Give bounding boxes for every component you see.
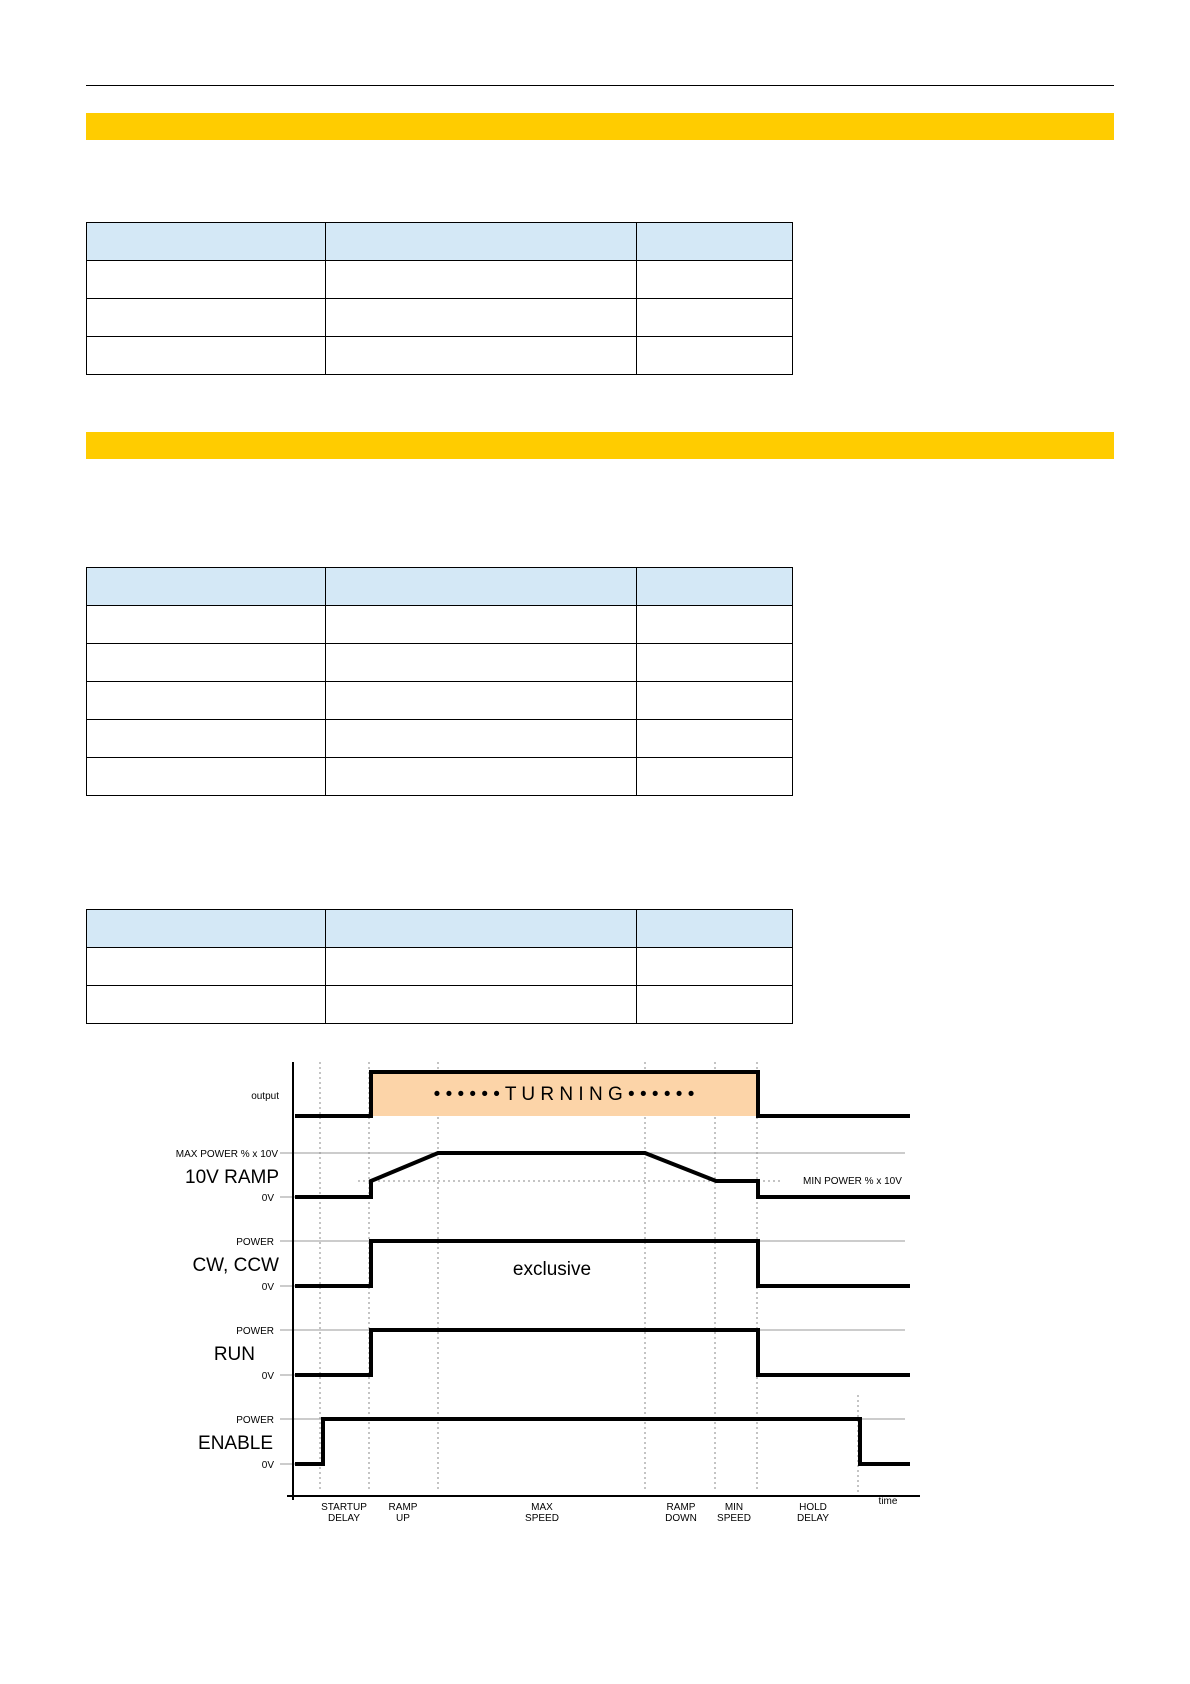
min-power-label: MIN POWER % x 10V: [803, 1176, 902, 1187]
phase-label: HOLD: [799, 1502, 827, 1513]
run-signal: [295, 1330, 910, 1375]
zero-label: 0V: [261, 1282, 274, 1293]
run-title: RUN: [213, 1344, 255, 1365]
exclusive-label: exclusive: [512, 1259, 592, 1280]
phase-label: RAMP: [388, 1502, 418, 1513]
phase-label: RAMP: [666, 1502, 696, 1513]
phase-guides: [320, 1062, 858, 1498]
phase-label: DELAY: [796, 1513, 830, 1524]
enable-signal: [295, 1419, 910, 1464]
cw-ccw-signal: [295, 1241, 910, 1286]
enable-title: ENABLE: [198, 1433, 273, 1454]
phase-label: DELAY: [327, 1513, 361, 1524]
signal-traces: [295, 1072, 910, 1464]
phase-label: DOWN: [665, 1513, 697, 1524]
time-label: time: [878, 1496, 898, 1507]
power-label: POWER: [236, 1326, 274, 1337]
turning-label: • • • • • • T U R N I N G • • • • • •: [433, 1084, 695, 1105]
phase-label: MAX: [531, 1502, 553, 1513]
power-label: POWER: [236, 1237, 274, 1248]
cw-ccw-title: CW, CCW: [192, 1255, 279, 1276]
phase-label: MIN: [724, 1502, 744, 1513]
ramp-signal: [295, 1153, 910, 1197]
power-label: POWER: [236, 1415, 274, 1426]
phase-label: STARTUP: [321, 1502, 367, 1513]
zero-label: 0V: [261, 1371, 274, 1382]
zero-label: 0V: [261, 1460, 274, 1471]
phase-label: UP: [396, 1513, 410, 1524]
phase-label: SPEED: [717, 1513, 751, 1524]
output-label: output: [251, 1091, 279, 1102]
max-power-label: MAX POWER % x 10V: [175, 1149, 278, 1160]
phase-labels: [321, 1502, 829, 1524]
phase-label: SPEED: [525, 1513, 559, 1524]
ramp-title: 10V RAMP: [185, 1167, 279, 1188]
zero-label: 0V: [261, 1193, 274, 1204]
